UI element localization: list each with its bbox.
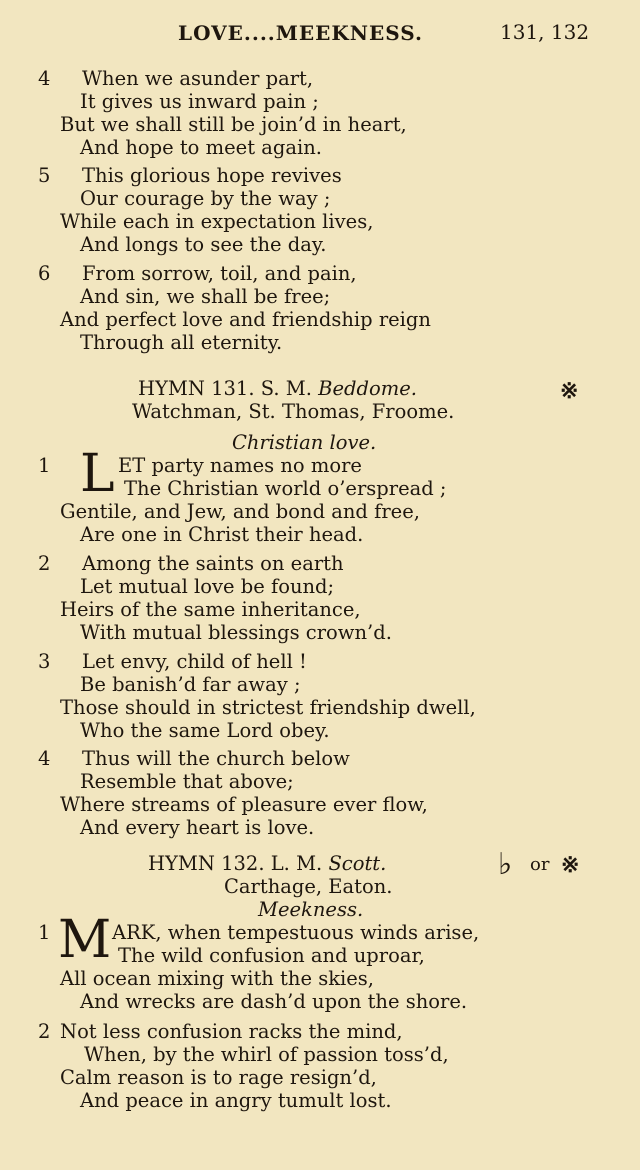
verse-line: Resemble that above; (80, 770, 294, 793)
hymn-heading (148, 853, 386, 875)
hymn-number-meter: HYMN 131. S. M. (138, 377, 312, 400)
tune-symbol-icon: ※ (560, 378, 579, 404)
verse-line: Be banish’d far away ; (80, 673, 301, 696)
verse-line: And sin, we shall be free; (80, 285, 331, 308)
verse-line: Not less confusion racks the mind, (60, 1020, 403, 1043)
tune-names: Watchman, St. Thomas, Froome. (132, 400, 455, 423)
verse-line: Our courage by the way ; (80, 187, 331, 210)
verse-line: Who the same Lord obey. (80, 719, 330, 742)
verse-line: When, by the whirl of passion toss’d, (84, 1043, 449, 1066)
verse-line: And every heart is love. (80, 816, 315, 839)
stanza-number: 2 (38, 552, 51, 575)
verse-line: Thus will the church below (82, 747, 350, 770)
verse-line: Are one in Christ their head. (80, 523, 364, 546)
verse-line: When we asunder part, (82, 67, 314, 90)
verse-line: Let mutual love be found; (80, 575, 335, 598)
verse-line: Heirs of the same inheritance, (60, 598, 361, 621)
tune-names: Carthage, Eaton. (224, 875, 393, 898)
stanza-number: 6 (38, 262, 51, 285)
verse-line: The Christian world o’erspread ; (124, 477, 447, 500)
hymn-subject: Christian love. (232, 431, 377, 454)
verse-line: Where streams of pleasure ever flow, (60, 793, 428, 816)
hymn-heading (138, 378, 417, 400)
running-header-page-numbers: 131, 132 (500, 20, 590, 44)
verse-line: And perfect love and friendship reign (60, 308, 431, 331)
verse-line: ET party names no more (118, 454, 362, 477)
verse-line: This glorious hope revives (82, 164, 342, 187)
tune-symbol-icon: ※ (561, 852, 580, 878)
stanza-number: 1 (38, 921, 51, 944)
verse-line: While each in expectation lives, (60, 210, 374, 233)
verse-line: Calm reason is to rage resign’d, (60, 1066, 377, 1089)
verse-line: ARK, when tempestuous winds arise, (112, 921, 480, 944)
verse-line: All ocean mixing with the skies, (60, 967, 374, 990)
verse-line: It gives us inward pain ; (80, 90, 319, 113)
drop-cap: L (80, 444, 115, 504)
hymn-subject: Meekness. (258, 898, 364, 921)
stanza-number: 2 (38, 1020, 51, 1043)
verse-line: And hope to meet again. (80, 136, 322, 159)
verse-line: Those should in strictest friendship dwell, (60, 696, 476, 719)
stanza-number: 1 (38, 454, 51, 477)
verse-line: Through all eternity. (80, 331, 283, 354)
flat-symbol-icon: ♭ (498, 847, 513, 882)
verse-line: And peace in angry tumult lost. (80, 1089, 392, 1112)
verse-line: Let envy, child of hell ! (82, 650, 307, 673)
verse-line: With mutual blessings crown’d. (80, 621, 392, 644)
verse-line: But we shall still be join’d in heart, (60, 113, 407, 136)
verse-line: From sorrow, toil, and pain, (82, 262, 357, 285)
drop-cap: M (58, 910, 112, 970)
hymn-author: Scott. (328, 852, 387, 875)
verse-line: And wrecks are dash’d upon the shore. (80, 990, 468, 1013)
stanza-number: 5 (38, 164, 51, 187)
verse-line: Gentile, and Jew, and bond and free, (60, 500, 420, 523)
stanza-number: 3 (38, 650, 51, 673)
symbol-or-text: or (530, 854, 550, 875)
stanza-number: 4 (38, 67, 51, 90)
verse-line: Among the saints on earth (82, 552, 344, 575)
running-header-title: LOVE....MEEKNESS. (178, 21, 423, 45)
verse-line: And longs to see the day. (80, 233, 327, 256)
hymn-number-meter: HYMN 132. L. M. (148, 852, 323, 875)
stanza-number: 4 (38, 747, 51, 770)
verse-line: The wild confusion and uproar, (118, 944, 425, 967)
hymn-author: Beddome. (318, 377, 417, 400)
